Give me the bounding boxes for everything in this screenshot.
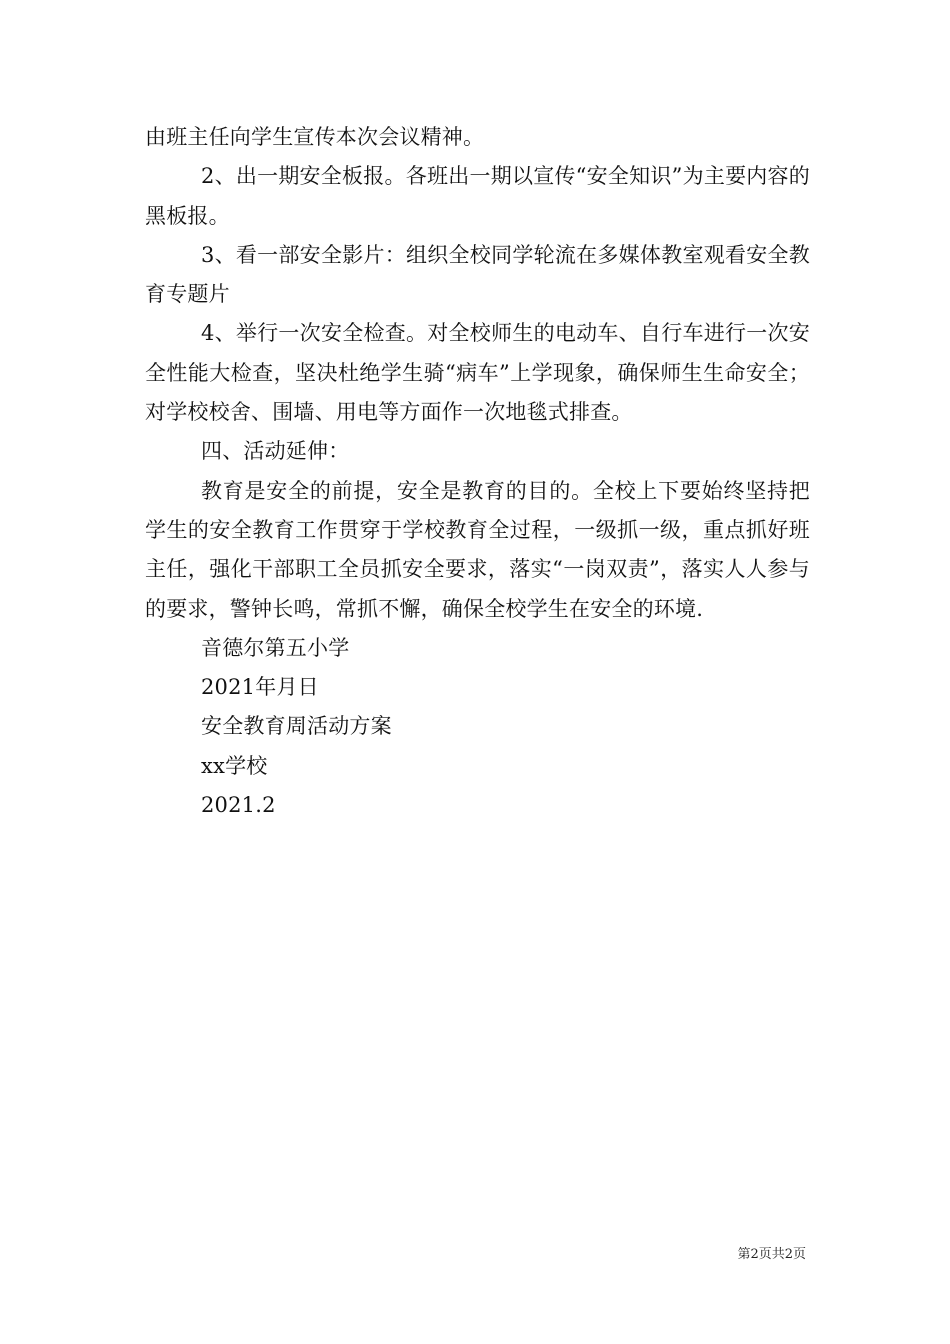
document-body: [145, 118, 810, 825]
signature-date-short: 2021.2: [201, 793, 276, 818]
page-number: 第2页共2页: [737, 1247, 806, 1262]
paragraph-item-3: 3、看一部安全影片：组织全校同学轮流在多媒体教室观看安全教育专题片: [145, 242, 810, 307]
signature-date: 2021年月日: [201, 675, 319, 700]
signature-block: [145, 629, 810, 825]
paragraph-item-4: 4、举行一次安全检查。对全校师生的电动车、自行车进行一次安全性能大检查，坚决杜绝学生骑“病车”上学现象，确保师生生命安全；对学校校舍、围墙、用电等方面作一次地毯式排查。: [145, 321, 810, 425]
signature-school: 音德尔第五小学: [201, 635, 350, 660]
signature-school-placeholder: xx学校: [201, 753, 268, 778]
paragraph-extension: 教育是安全的前提，安全是教育的目的。全校上下要始终坚持把学生的安全教育工作贯穿于学校教育全过程，一级抓一级，重点抓好班主任，强化干部职工全员抓安全要求，落实“一岗双责”，落实人人参与的要求，警钟长鸣，常抓不懈，确保全校学生在安全的环境.: [145, 478, 810, 621]
section-heading: 四、活动延伸：: [201, 439, 350, 464]
paragraph-continuation: 由班主任向学生宣传本次会议精神。: [145, 125, 485, 149]
signature-title: 安全教育周活动方案: [201, 714, 392, 739]
paragraph-item-2: 2、出一期安全板报。各班出一期以宣传“安全知识”为主要内容的黑板报。: [145, 164, 810, 228]
